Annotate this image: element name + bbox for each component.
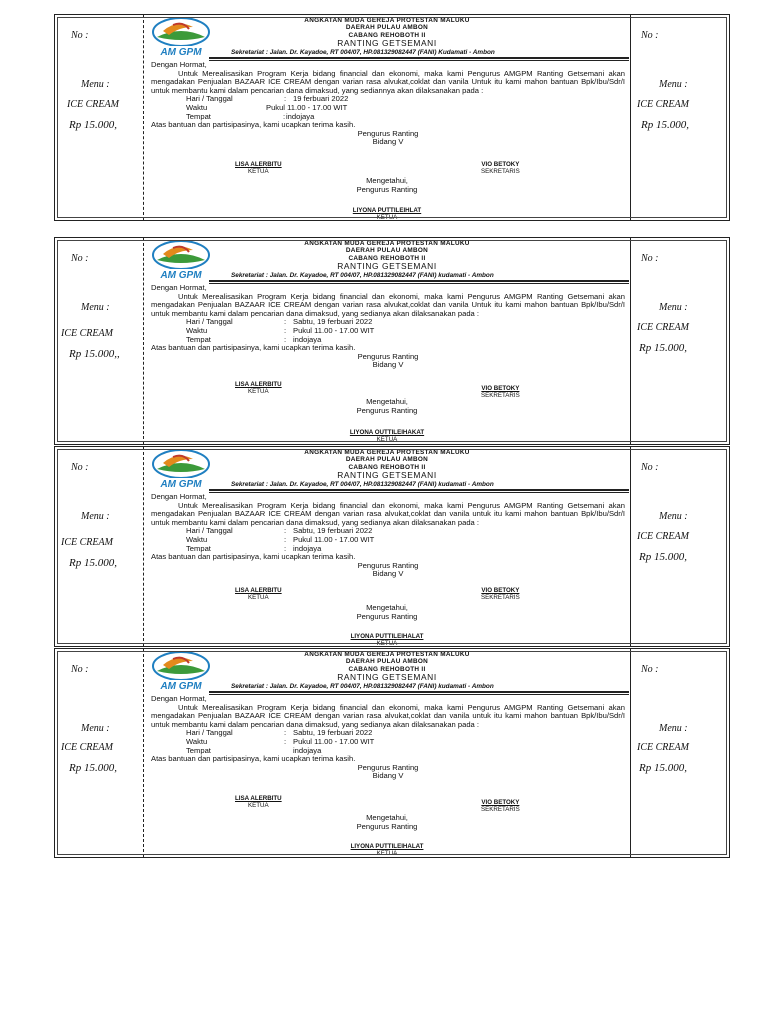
right-stub bbox=[630, 447, 729, 646]
signature-ketua-ranting: LIYONA PUTTILEIHLAT KETUA bbox=[352, 207, 422, 221]
menu-label: Menu : bbox=[81, 302, 110, 313]
no-label: No : bbox=[71, 253, 89, 264]
letter-body bbox=[145, 238, 629, 444]
sekretariat: Sekretariat : Jalan. Dr. Kayadoe, RT 004/07, HP.081329082447 (FANI) kudamati - Ambon bbox=[231, 683, 494, 690]
letter-header: ANGKATAN MUDA GEREJA PROTESTAN MALUKU DAERAH PULAU AMBON CABANG REHOBOTH II RANTING GETSEMANI bbox=[304, 240, 470, 272]
signature-ketua: LISA ALERBITU KETUA bbox=[235, 161, 282, 175]
menu-label: Menu : bbox=[659, 511, 688, 522]
no-label: No : bbox=[71, 664, 89, 675]
signature-sekretaris: VIO BETOKY SEKRETARIS bbox=[481, 385, 520, 399]
signature-sekretaris: VIO BETOKY SEKRETARIS bbox=[481, 799, 520, 813]
letter-header: ANGKATAN MUDA GEREJA PROTESTAN MALUKU DAERAH PULAU AMBON CABANG REHOBOTH II RANTING GETSEMANI bbox=[304, 651, 470, 683]
no-label: No : bbox=[641, 253, 659, 264]
no-label: No : bbox=[71, 30, 89, 41]
price: Rp 15.000, bbox=[69, 557, 117, 569]
sekretariat: Sekretariat : Jalan. Dr. Kayadoe, RT 004/07, HP.081329082447 (FANI) kudamati - Ambon bbox=[231, 481, 494, 488]
price: Rp 15.000, bbox=[69, 762, 117, 774]
menu-item: ICE CREAM bbox=[637, 742, 689, 753]
right-stub bbox=[630, 649, 729, 857]
menu-item: ICE CREAM bbox=[61, 537, 113, 548]
menu-label: Menu : bbox=[659, 79, 688, 90]
letter-body bbox=[145, 15, 629, 220]
divider bbox=[209, 691, 629, 693]
ticket-3 bbox=[54, 446, 730, 647]
price: Rp 15.000, bbox=[639, 762, 687, 774]
price: Rp 15.000, bbox=[639, 342, 687, 354]
ticket-1 bbox=[54, 14, 730, 221]
left-stub bbox=[55, 447, 144, 646]
letter-body bbox=[145, 649, 629, 857]
mengetahui: Mengetahui, Pengurus Ranting bbox=[356, 603, 418, 621]
letter-body bbox=[145, 447, 629, 646]
menu-item: ICE CREAM bbox=[637, 322, 689, 333]
menu-item: ICE CREAM bbox=[637, 531, 689, 542]
letter-text: Dengan Hormat, Untuk Merealisasikan Program Kerja bidang financial dan ekonomi, maka kami Pengurus AMGPM Ranting Getsemani akan mengadakan Penjualan BAZAAR ICE CREAM dengan varian rasa alvukat,coklat dan vanila Untuk itu kami mahon bantuan Bpk/Ibu/Sdr/I untuk membantu kami dalam pencarian dana dimaksud, yang sediannya akan dilaksanakan pada : Hari / Tanggal : 19 ferbuari 2022 Waktu Pukul 11.00 - 17.00 WIT Tempat : indojaya Atas bantuan dan partisipasinya, kami ucapkan terima kasih. Pengurus Ranting Bidang V bbox=[151, 60, 625, 147]
signature-ketua-ranting: LIYONA PUTTILEIHALAT KETUA bbox=[350, 843, 424, 857]
left-stub bbox=[55, 649, 144, 857]
price: Rp 15.000, bbox=[69, 119, 117, 131]
letter-text: Dengan Hormat, Untuk Merealisasikan Program Kerja bidang financial dan ekonomi, maka kami Pengurus AMGPM Ranting Getsemani akan mengadakan Penjualan BAZAAR ICE CREAM dengan varian rasa alvukat,coklat dan vanila untuk itu kami mahon bantuan Bpk/Ibu/Sdr/I untuk membantu kami dalam pencarian dana dimaksud, yang sedianya akan dilaksanakan pada : Hari / Tanggal : Sabtu, 19 ferbuari 2022 Waktu : Pukul 11.00 - 17.00 WIT Tempat : indojaya Atas bantuan dan partisipasinya, kami ucapkan terima kasih. Pengurus Ranting Bidang V bbox=[151, 492, 625, 579]
ticket-4 bbox=[54, 648, 730, 858]
letter-header: ANGKATAN MUDA GEREJA PROTESTAN MALUKU DAERAH PULAU AMBON CABANG REHOBOTH II RANTING GETSEMANI bbox=[304, 17, 470, 49]
ticket-2 bbox=[54, 237, 730, 445]
no-label: No : bbox=[641, 664, 659, 675]
mengetahui: Mengetahui, Pengurus Ranting bbox=[356, 176, 418, 194]
letter-header: ANGKATAN MUDA GEREJA PROTESTAN MALUKU DAERAH PULAU AMBON CABANG REHOBOTH II RANTING GETSEMANI bbox=[304, 449, 470, 481]
signature-ketua: LISA ALERBITU KETUA bbox=[235, 587, 282, 601]
menu-item: ICE CREAM bbox=[637, 99, 689, 110]
signature-ketua: LISA ALERBITU KETUA bbox=[235, 381, 282, 395]
signature-ketua: LISA ALERBITU KETUA bbox=[235, 795, 282, 809]
menu-label: Menu : bbox=[659, 723, 688, 734]
right-stub bbox=[630, 15, 729, 220]
sekretariat: Sekretariat : Jalan. Dr. Kayadoe, RT 004/07, HP.081329082447 (FANI) Kudamati - Ambon bbox=[231, 49, 495, 56]
mengetahui: Mengetahui, Pengurus Ranting bbox=[356, 813, 418, 831]
menu-label: Menu : bbox=[81, 511, 110, 522]
menu-item: ICE CREAM bbox=[67, 99, 119, 110]
menu-item: ICE CREAM bbox=[61, 328, 113, 339]
price: Rp 15.000, bbox=[641, 119, 689, 131]
sekretariat: Sekretariat : Jalan. Dr. Kayadoe, RT 004/07, HP.081329082447 (FANI) kudamati - Ambon bbox=[231, 272, 494, 279]
signature-sekretaris: VIO BETOKY SEKRETARIS bbox=[481, 587, 520, 601]
menu-label: Menu : bbox=[81, 723, 110, 734]
menu-item: ICE CREAM bbox=[61, 742, 113, 753]
menu-label: Menu : bbox=[659, 302, 688, 313]
signature-ketua-ranting: LIYONA OUTTILEIHAKAT KETUA bbox=[349, 429, 425, 443]
left-stub bbox=[55, 15, 144, 220]
price: Rp 15.000,, bbox=[69, 348, 120, 360]
mengetahui: Mengetahui, Pengurus Ranting bbox=[356, 397, 418, 415]
menu-label: Menu : bbox=[81, 79, 110, 90]
no-label: No : bbox=[71, 462, 89, 473]
divider bbox=[209, 489, 629, 491]
divider bbox=[209, 57, 629, 59]
divider bbox=[209, 280, 629, 282]
no-label: No : bbox=[641, 30, 659, 41]
letter-text: Dengan Hormat, Untuk Merealisasikan Program Kerja bidang financial dan ekonomi, maka kami Pengurus AMGPM Ranting Getsemani akan mengadakan Penjualan BAZAAR ICE CREAM dengan varian rasa alvukat,coklat dan vanila untuk itu kami mahon bantuan Bpk/Ibu/Sdr/I untuk membantu kami dalam pencarian dana dimaksud, yang sedianya akan dilaksanakan pada : Hari / Tanggal : Sabtu, 19 ferbuari 2022 Waktu : Pukul 11.00 - 17.00 WIT Tempat indojaya Atas bantuan dan partisipasinya, kami ucapkan terima kasih. Pengurus Ranting Bidang V bbox=[151, 694, 625, 781]
left-stub bbox=[55, 238, 144, 444]
no-label: No : bbox=[641, 462, 659, 473]
signature-ketua-ranting: LIYONA PUTTILEIHALAT KETUA bbox=[350, 633, 424, 647]
signature-sekretaris: VIO BETOKY SEKRETARIS bbox=[481, 161, 520, 175]
price: Rp 15.000, bbox=[639, 551, 687, 563]
letter-text: Dengan Hormat, Untuk Merealisasikan Program Kerja bidang financial dan ekonomi, maka kami Pengurus AMGPM Ranting Getsemani akan mengadakan Penjualan BAZAAR ICE CREAM dengan varian rasa alvukat,coklat dan vanila Untuk itu kami mahon bantuan Bpk/Ibu/Sdr/I untuk membantu kami dalam pencarian dana dimaksud, yang sedianya akan dilaksanakan pada : Hari / Tanggal : Sabtu, 19 ferbuari 2022 Waktu : Pukul 11.00 - 17.00 WIT Tempat : indojaya Atas bantuan dan partisipasinya, kami ucapkan terima kasih. Pengurus Ranting Bidang V bbox=[151, 283, 625, 370]
right-stub bbox=[630, 238, 729, 444]
